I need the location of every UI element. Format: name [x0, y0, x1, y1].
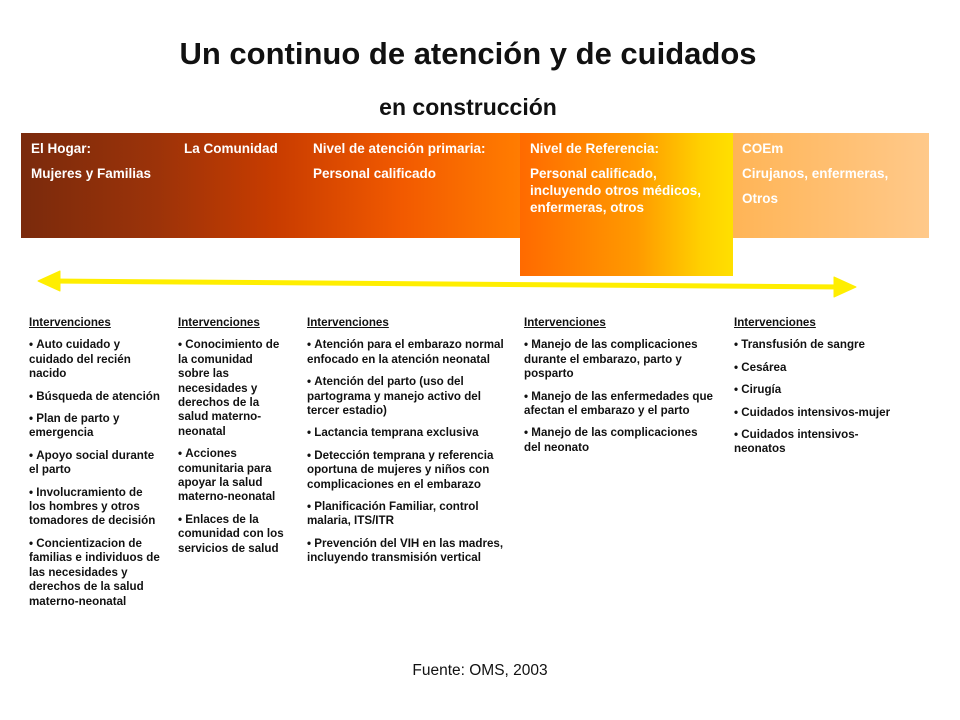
interventions-coem	[734, 316, 894, 465]
list-item: • Detección temprana y referencia oportuna de mujeres y niños con complicaciones en el embarazo	[307, 449, 505, 492]
level-header-community	[184, 140, 294, 157]
list-item: • Atención para el embarazo normal enfocado en la atención neonatal	[307, 338, 505, 367]
list-item: • Manejo de las complicaciones durante el embarazo, parto y posparto	[524, 338, 714, 381]
level-name: Nivel de atención primaria:	[313, 141, 486, 156]
level-detail: Personal calificado, incluyendo otros médicos, enfermeras, otros	[530, 166, 702, 215]
list-item: • Búsqueda de atención	[29, 390, 160, 404]
interventions-title: Intervenciones	[178, 316, 260, 329]
level-detail-extra: Otros	[742, 191, 779, 206]
level-detail: Personal calificado	[313, 166, 437, 181]
interventions-title: Intervenciones	[734, 316, 816, 329]
source-note: Fuente: OMS, 2003	[412, 662, 548, 679]
list-item: • Cuidados intensivos-mujer	[734, 406, 894, 420]
list-item: • Auto cuidado y cuidado del recién nacido	[29, 338, 160, 381]
list-item: • Prevención del VIH en las madres, incluyendo transmisión vertical	[307, 537, 505, 566]
level-detail: Mujeres y Familias	[31, 166, 152, 181]
interventions-title: Intervenciones	[524, 316, 606, 329]
interventions-community	[178, 316, 286, 564]
list-item: • Plan de parto y emergencia	[29, 412, 160, 441]
list-item: • Cuidados intensivos-neonatos	[734, 428, 894, 457]
list-item: • Acciones comunitaria para apoyar la salud materno-neonatal	[178, 447, 286, 505]
level-name: COEm	[742, 141, 784, 156]
level-header-primary-care	[313, 140, 503, 182]
page-subtitle: en construcción	[379, 94, 557, 120]
interventions-referral	[524, 316, 714, 463]
list-item: • Concientizacion de familias e individuos de las necesidades y derechos de la salud materno-neonatal	[29, 537, 160, 609]
list-item: • Apoyo social durante el parto	[29, 449, 160, 478]
level-header-referral	[530, 140, 725, 216]
list-item: • Enlaces de la comunidad con los servicios de salud	[178, 513, 286, 556]
list-item: • Manejo de las complicaciones del neonato	[524, 426, 714, 455]
list-item: • Atención del parto (uso del partograma y manejo activo del tercer estadio)	[307, 375, 505, 418]
interventions-home	[29, 316, 160, 617]
page-title: Un continuo de atención y de cuidados	[179, 36, 757, 71]
level-name: Nivel de Referencia:	[530, 141, 660, 156]
list-item: • Cirugía	[734, 383, 894, 397]
list-item: • Transfusión de sangre	[734, 338, 894, 352]
level-header-coem	[742, 140, 927, 207]
interventions-title: Intervenciones	[29, 316, 111, 329]
list-item: • Cesárea	[734, 361, 894, 375]
level-name: El Hogar:	[31, 141, 92, 156]
band-notch	[175, 127, 302, 133]
level-header-home	[31, 140, 161, 182]
interventions-primary-care	[307, 316, 505, 574]
interventions-title: Intervenciones	[307, 316, 389, 329]
list-item: • Involucramiento de los hombres y otros tomadores de decisión	[29, 486, 160, 529]
level-detail: Cirujanos, enfermeras,	[742, 166, 889, 181]
list-item: • Planificación Familiar, control malaria, ITS/ITR	[307, 500, 505, 529]
list-item: • Lactancia temprana exclusiva	[307, 426, 505, 440]
level-name: La Comunidad	[184, 141, 278, 156]
list-item: • Manejo de las enfermedades que afectan el embarazo y el parto	[524, 390, 714, 419]
list-item: • Conocimiento de la comunidad sobre las necesidades y derechos de la salud materno-neonatal	[178, 338, 286, 439]
